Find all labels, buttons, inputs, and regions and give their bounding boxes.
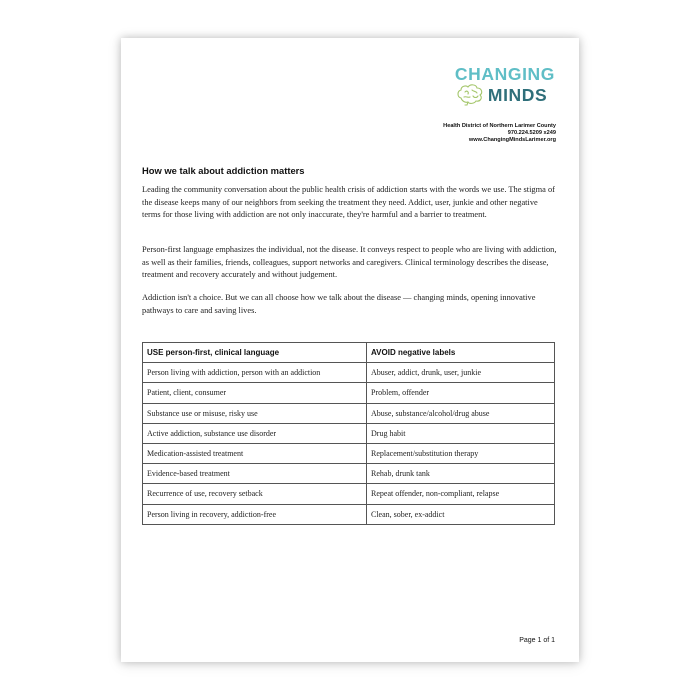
avoid-term: Drug habit bbox=[367, 423, 555, 443]
avoid-term: Problem, offender bbox=[367, 383, 555, 403]
avoid-term: Abuser, addict, drunk, user, junkie bbox=[367, 363, 555, 383]
document-page bbox=[121, 38, 579, 662]
table-row bbox=[143, 423, 555, 443]
use-term: Active addiction, substance use disorder bbox=[143, 423, 367, 443]
table-row bbox=[143, 443, 555, 463]
choice-paragraph: Addiction isn't a choice. But we can all choose how we talk about the disease — changing minds, opening innovative pathways to care and saving lives. bbox=[142, 293, 536, 315]
table-row bbox=[143, 363, 555, 383]
avoid-term: Rehab, drunk tank bbox=[367, 464, 555, 484]
logo-line-changing: CHANGING bbox=[454, 64, 555, 84]
header-avoid: AVOID negative labels bbox=[367, 343, 555, 363]
table-row bbox=[143, 504, 555, 524]
logo-line-minds: MINDS bbox=[487, 85, 548, 105]
use-term: Evidence-based treatment bbox=[143, 464, 367, 484]
use-term: Person living with addiction, person with an addiction bbox=[143, 363, 367, 383]
contact-website: www.ChangingMindsLarimer.org bbox=[468, 137, 556, 144]
use-term: Patient, client, consumer bbox=[143, 383, 367, 403]
use-term: Recurrence of use, recovery setback bbox=[143, 484, 367, 504]
contact-phone: 970.224.5209 x249 bbox=[507, 130, 556, 137]
page-number: Page 1 of 1 bbox=[519, 637, 555, 644]
use-term: Substance use or misuse, risky use bbox=[143, 403, 367, 423]
avoid-term: Clean, sober, ex-addict bbox=[367, 504, 555, 524]
contact-block bbox=[443, 123, 556, 145]
table-header-row bbox=[143, 343, 555, 363]
avoid-term: Replacement/substitution therapy bbox=[367, 443, 555, 463]
avoid-term: Repeat offender, non-compliant, relapse bbox=[367, 484, 555, 504]
page-heading: How we talk about addiction matters bbox=[142, 165, 305, 176]
table-row bbox=[143, 383, 555, 403]
intro-paragraph: Leading the community conversation about the public health crisis of addiction starts with the words we use. The stigma of the disease keeps many of our neighbors from seeking the treatment they need. Addict, user, junkie and other negative terms for those living with addiction are not only inaccurate, they're harmful and a barrier to treatment. bbox=[142, 185, 555, 220]
terminology-table bbox=[142, 342, 555, 525]
brain-icon bbox=[455, 84, 485, 106]
changing-minds-logo bbox=[455, 65, 555, 106]
header-use: USE person-first, clinical language bbox=[143, 343, 367, 363]
person-first-paragraph: Person-first language emphasizes the individual, not the disease. It conveys respect to people who are living with addiction, as well as their families, friends, colleagues, support networks and caregivers. Clinical terminology describes the disease, treatment and recovery accurately and without judgement. bbox=[142, 245, 557, 280]
contact-org: Health District of Northern Larimer County bbox=[443, 123, 556, 129]
table-row bbox=[143, 464, 555, 484]
avoid-term: Abuse, substance/alcohol/drug abuse bbox=[367, 403, 555, 423]
use-term: Person living in recovery, addiction-free bbox=[143, 504, 367, 524]
table-row bbox=[143, 403, 555, 423]
table-row bbox=[143, 484, 555, 504]
use-term: Medication-assisted treatment bbox=[143, 443, 367, 463]
